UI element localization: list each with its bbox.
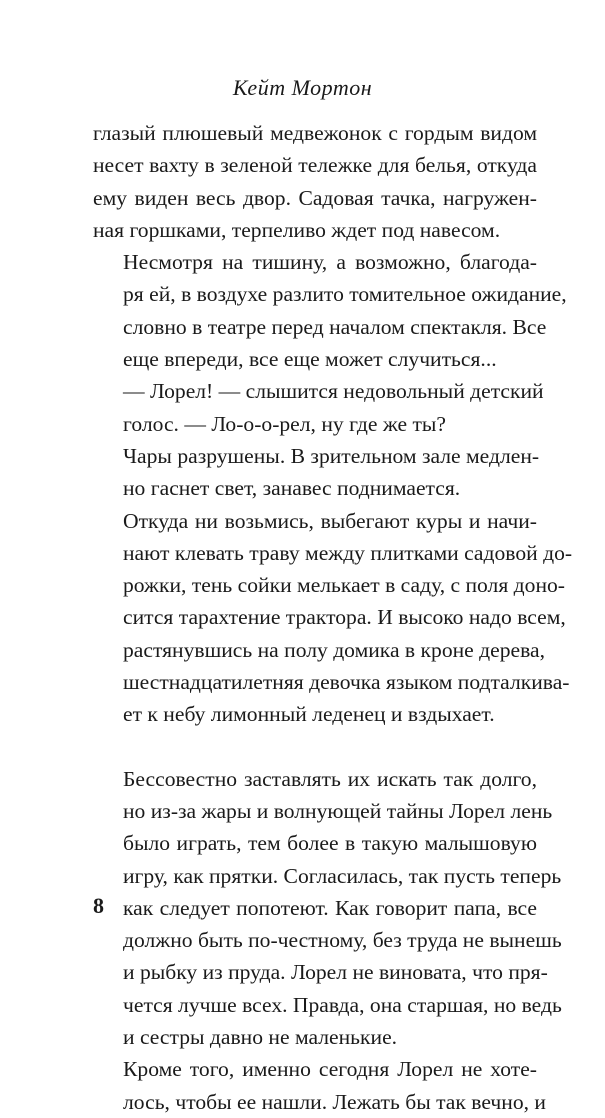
text-line: ная горшками, терпеливо ждет под навесом. — [93, 217, 501, 242]
text-line: словно в театре перед началом спектакля. Все — [123, 314, 547, 339]
text-line: но гаснет свет, занавес поднимается. — [123, 476, 461, 501]
text-line: ет к небу лимонный леденец и вздыхает. — [123, 702, 495, 727]
paragraph-6 — [93, 763, 562, 1054]
paragraph-2 — [93, 246, 567, 375]
text-line: еще впереди, все еще может случиться... — [123, 347, 497, 372]
text-line: глазый плюшевый медвежонок с гордым видом — [93, 121, 537, 145]
text-line: Кроме того, именно сегодня Лорел не хоте- — [123, 1057, 537, 1082]
text-line: голос. — Ло-о-о-рел, ну где же ты? — [123, 411, 446, 436]
paragraph-7 — [93, 1053, 546, 1118]
text-line: Несмотря на тишину, а возможно, благода- — [123, 250, 537, 275]
text-line: игру, как прятки. Согласилась, так пусть теперь — [123, 863, 562, 888]
text-line: Откуда ни возьмись, выбегают куры и начи- — [123, 508, 537, 533]
text-line: лось, чтобы ее нашли. Лежать бы так вечно, и — [123, 1089, 546, 1114]
text-line: ему виден весь двор. Садовая тачка, нагружен- — [93, 185, 537, 210]
text-line: было играть, тем более в такую малышовую — [123, 831, 537, 856]
text-line: — Лорел! — слышится недовольный детский — [123, 379, 544, 404]
text-line: рожки, тень сойки мелькает в саду, с поля доно- — [123, 573, 565, 598]
text-line: Бессовестно заставлять их искать так долго, — [123, 766, 537, 791]
text-line: сится тарахтение трактора. И высоко надо всем, — [123, 605, 566, 630]
body-text — [93, 117, 573, 1118]
page-number: 8 — [93, 893, 104, 918]
text-line: как следует попотеют. Как говорит папа, все — [123, 895, 537, 920]
text-line: но из-за жары и волнующей тайны Лорел лень — [123, 798, 553, 823]
text-line: и рыбку из пруда. Лорел не виновата, что пря- — [123, 960, 548, 985]
paragraph-1 — [93, 117, 537, 246]
text-line: несет вахту в зеленой тележке для белья, откуда — [93, 153, 537, 178]
running-head: Кейт Мортон — [232, 75, 373, 100]
text-line: чется лучше всех. Правда, она старшая, но ведь — [123, 992, 562, 1017]
text-line: должно быть по-честному, без труда не вынешь — [123, 928, 562, 953]
text-line: нают клевать траву между плитками садовой до- — [123, 540, 573, 565]
paragraph-3 — [93, 375, 544, 440]
paragraph-4 — [93, 440, 540, 505]
text-line: растянувшись на полу домика в кроне дерева, — [123, 637, 545, 662]
text-line: Чары разрушены. В зрительном зале медлен- — [123, 443, 540, 468]
text-line: и сестры давно не маленькие. — [123, 1025, 398, 1050]
text-line: шестнадцатилетняя девочка языком подталкива- — [123, 670, 570, 695]
text-line: ря ей, в воздухе разлито томительное ожидание, — [123, 282, 567, 307]
paragraph-5 — [93, 505, 573, 731]
